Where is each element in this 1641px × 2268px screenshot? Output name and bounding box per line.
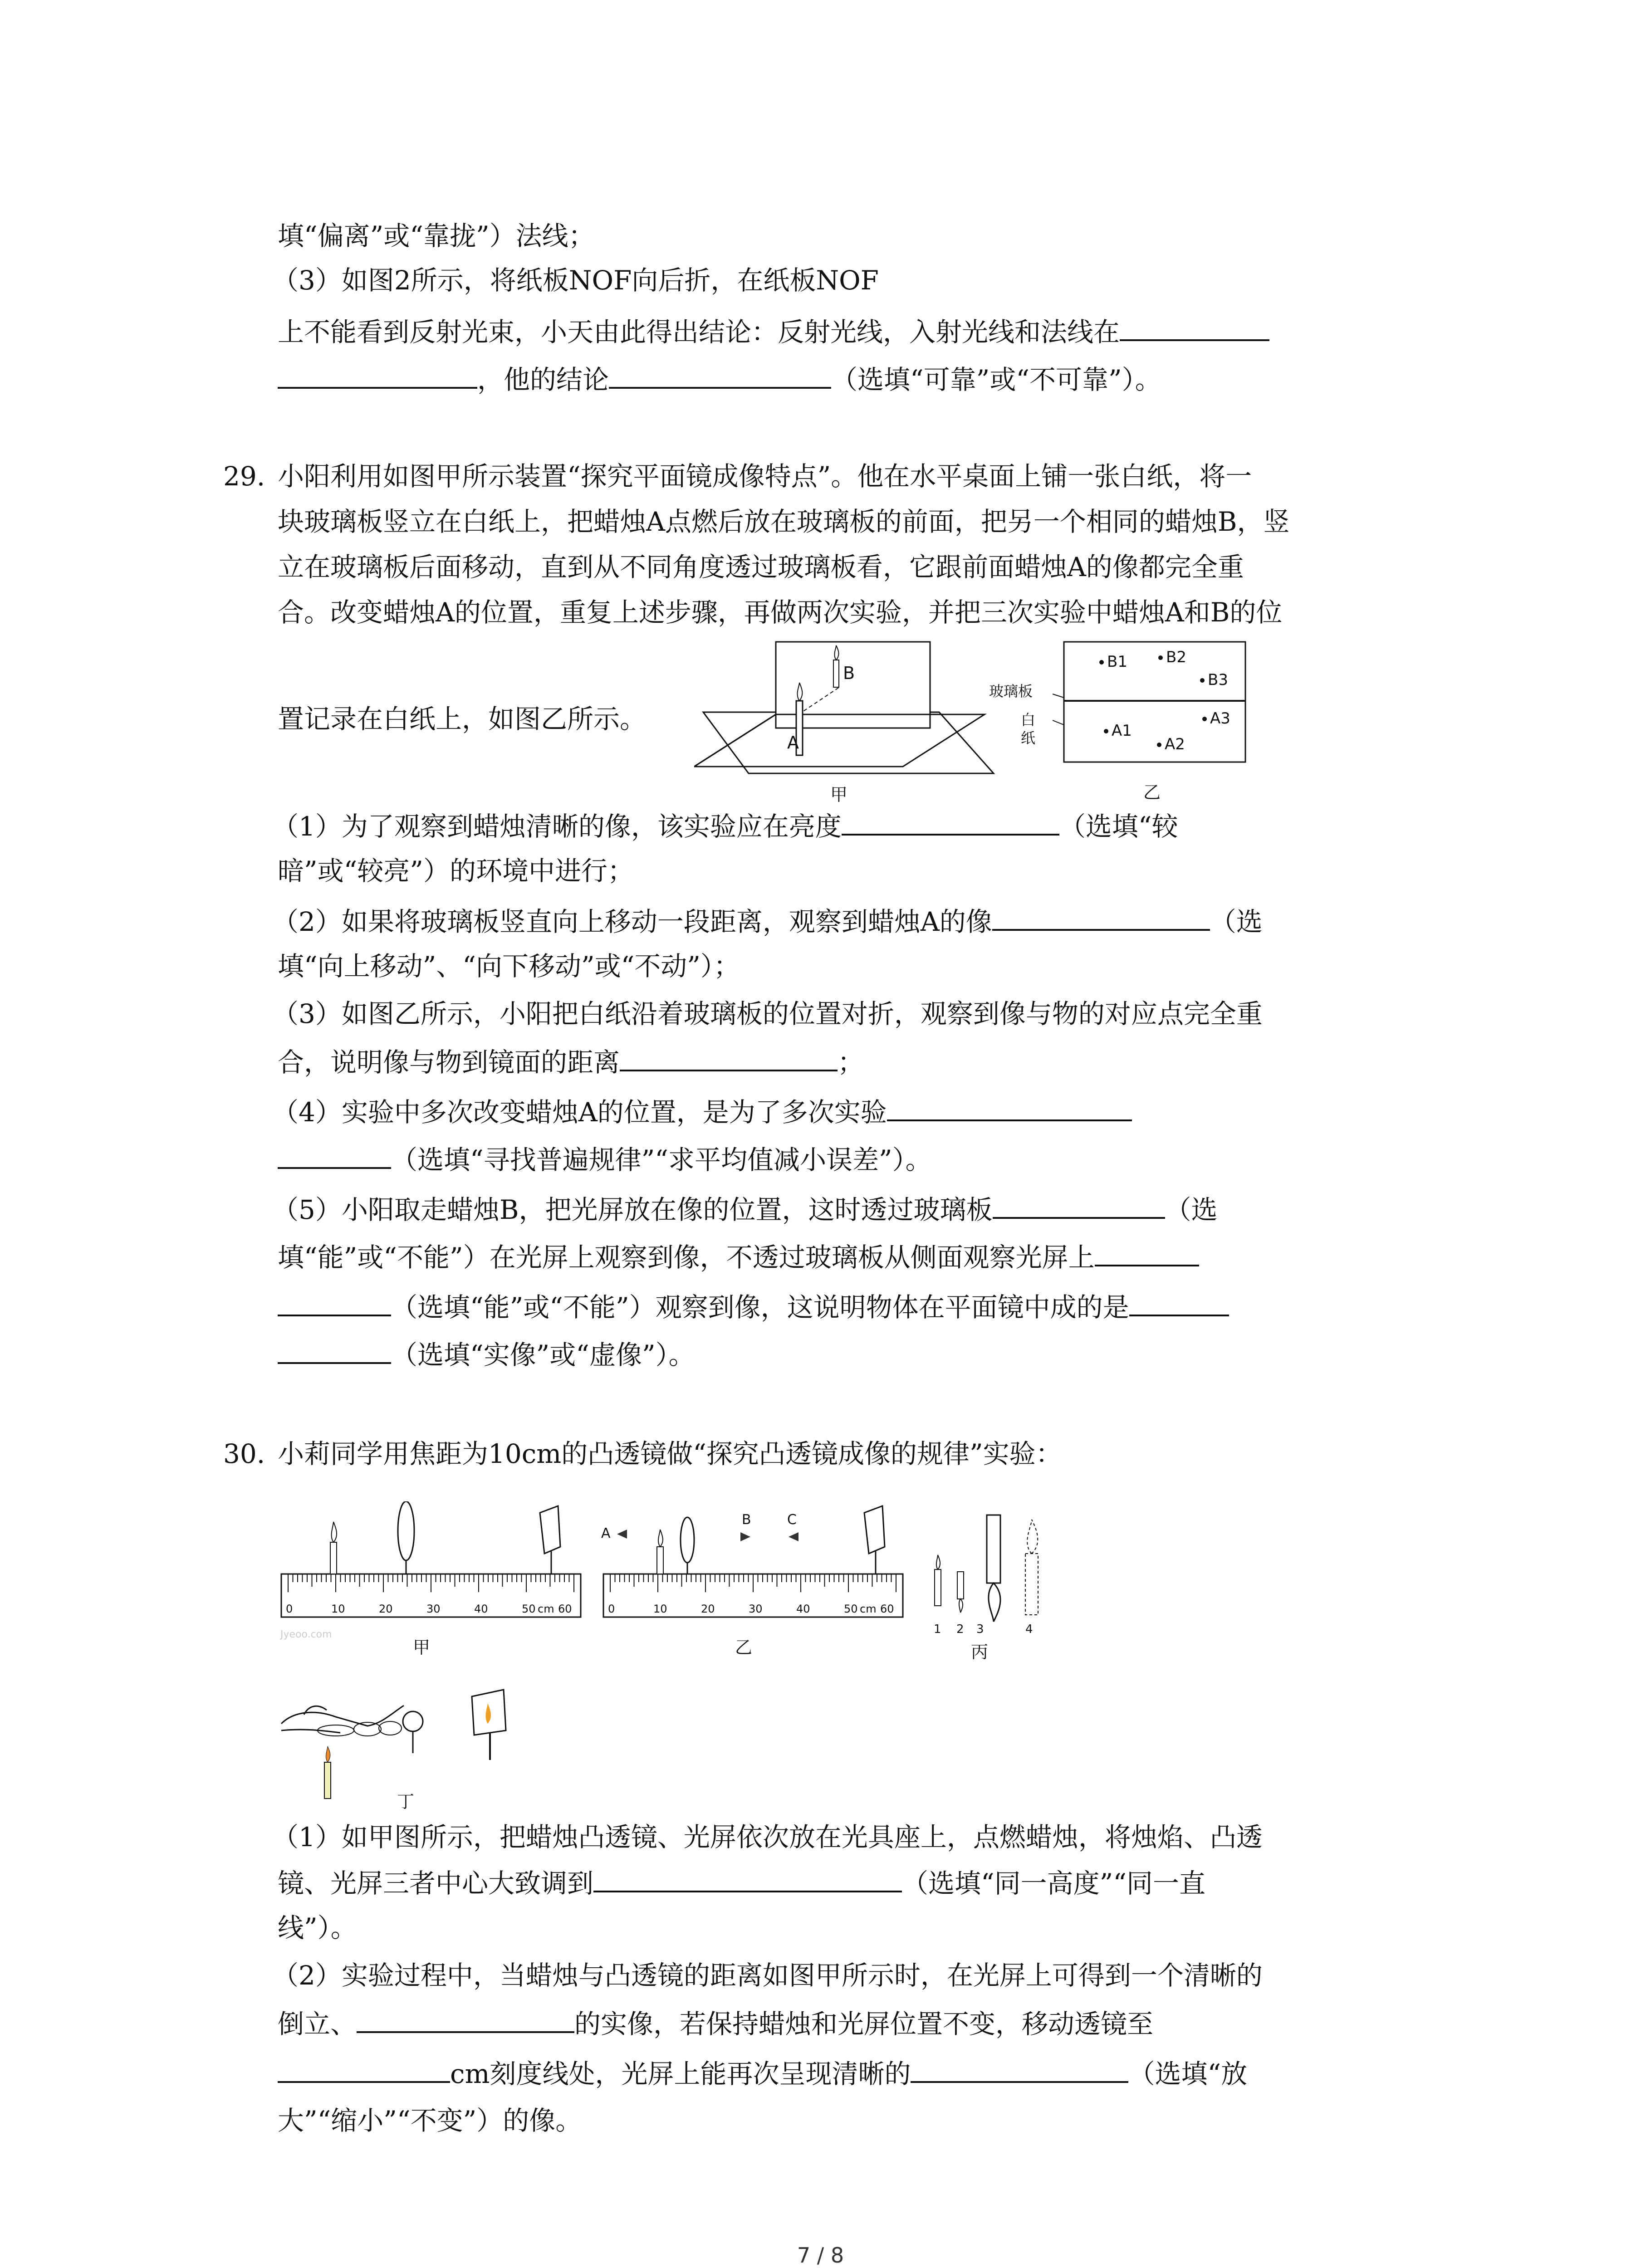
eye-icon (617, 1530, 627, 1539)
q30-part: （2）实验过程中，当蜡烛与凸透镜的距离如图甲所示时，在光屏上可得到一个清晰的 (272, 1960, 1263, 1991)
candle-b-label: B (843, 663, 855, 683)
point-label: A3 (1210, 709, 1230, 728)
ruler-tick-label: cm (538, 1603, 554, 1615)
answer-blank[interactable] (278, 1288, 391, 1316)
answer-blank[interactable] (842, 807, 1059, 836)
q29-part: （1）为了观察到蜡烛清晰的像，该实验应在亮度 （选填“较 (272, 807, 1178, 845)
answer-blank[interactable] (1120, 313, 1269, 341)
ruler-tick-label: cm (860, 1603, 877, 1615)
q30-part: 镜、光屏三者中心大致调到 （选填“同一高度”“同一直 (278, 1864, 1205, 1901)
q29-part: 合，说明像与物到镜面的距离 ； (278, 1043, 864, 1080)
eye-label: C (787, 1512, 797, 1528)
q28-line: 填“偏离”或“靠拢”）法线； (278, 220, 595, 251)
q30-part: 线”）。 (278, 1912, 357, 1943)
figure-caption: 乙 (735, 1637, 753, 1657)
answer-blank[interactable] (911, 2055, 1128, 2083)
answer-blank[interactable] (620, 1043, 838, 1071)
point-label: B2 (1166, 648, 1186, 666)
ruler-tick-label: 20 (701, 1603, 715, 1615)
option-label: 3 (976, 1623, 984, 1636)
q30-part: cm刻度线处，光屏上能再次呈现清晰的 （选填“放 (278, 2055, 1247, 2092)
q28-line: 上不能看到反射光束，小天由此得出结论：反射光线，入射光线和法线在 (278, 313, 1269, 350)
ruler-tick-label: 50 (522, 1603, 536, 1615)
eye-icon (740, 1532, 750, 1541)
ruler-tick-label: 20 (379, 1603, 393, 1615)
point-label: A1 (1112, 722, 1132, 740)
image-options-figure (926, 1501, 1062, 1669)
answer-blank[interactable] (1129, 1288, 1229, 1316)
q29-part: 填“向上移动”、“向下移动”或“不动”）； (278, 951, 740, 982)
q30-part: （1）如甲图所示，把蜡烛凸透镜、光屏依次放在光具座上，点燃蜡烛，将烛焰、凸透 (272, 1822, 1263, 1853)
page-number: 7 / 8 (797, 2243, 844, 2268)
plane-mirror-figure (694, 637, 1003, 805)
ruler-tick-label: 60 (880, 1603, 894, 1615)
q29-intro: 立在玻璃板后面移动，直到从不同角度透过玻璃板看，它跟前面蜡烛A的像都完全重 (278, 552, 1244, 582)
answer-blank[interactable] (609, 361, 831, 389)
eye-label: A (601, 1525, 611, 1541)
glass-label: 玻璃板 (989, 683, 1033, 700)
handheld-lens-figure (277, 1678, 531, 1814)
q29-part: （选填“寻找普遍规律”“求平均值减小误差”）。 (278, 1141, 932, 1178)
figure-caption: 乙 (1143, 782, 1161, 802)
answer-blank[interactable] (992, 903, 1210, 931)
ruler-tick-label: 0 (286, 1603, 293, 1615)
paper-label: 纸 (1021, 729, 1036, 747)
eye-label: B (742, 1512, 751, 1528)
ruler-tick-label: 30 (749, 1603, 763, 1615)
ruler-tick-label: 10 (653, 1603, 667, 1615)
answer-blank[interactable] (278, 1336, 391, 1364)
optical-bench-figure-yi (599, 1501, 907, 1669)
q28-line: ，他的结论 （选填“可靠”或“不可靠”）。 (278, 361, 1161, 398)
q29-part: （3）如图乙所示，小阳把白纸沿着玻璃板的位置对折，观察到像与物的对应点完全重 (272, 998, 1263, 1029)
option-label: 2 (956, 1623, 964, 1636)
ruler-tick-label: 40 (796, 1603, 810, 1615)
point-label: B3 (1208, 671, 1228, 689)
ruler-tick-label: 10 (331, 1603, 345, 1615)
ruler-tick-label: 50 (844, 1603, 858, 1615)
question-number: 30. (223, 1438, 265, 1469)
paper-label: 白 (1021, 711, 1036, 728)
answer-blank[interactable] (278, 2055, 450, 2083)
q29-part: （选填“能”或“不能”）观察到像，这说明物体在平面镜中成的是 (278, 1288, 1229, 1325)
ruler-tick-label: 30 (426, 1603, 441, 1615)
ruler-tick-label: 0 (608, 1603, 615, 1615)
answer-blank[interactable] (993, 1191, 1165, 1219)
answer-blank[interactable] (278, 361, 477, 389)
figure-caption: 甲 (830, 785, 848, 805)
q29-part: （2）如果将玻璃板竖直向上移动一段距离，观察到蜡烛A的像 （选 (272, 903, 1263, 940)
q29-part: （选填“实像”或“虚像”）。 (278, 1336, 695, 1373)
figure-caption: 丙 (971, 1642, 989, 1662)
eye-icon (789, 1532, 798, 1541)
answer-blank[interactable] (278, 1141, 391, 1169)
optical-bench-figure-jia (277, 1501, 585, 1669)
answer-blank[interactable] (887, 1093, 1132, 1121)
ruler-tick-label: 60 (558, 1603, 572, 1615)
figure-caption: 丁 (397, 1792, 415, 1812)
q28-line: （3）如图2所示，将纸板NOF向后折，在纸板NOF (272, 265, 879, 296)
q29-part: （5）小阳取走蜡烛B，把光屏放在像的位置，这时透过玻璃板 （选 (272, 1191, 1218, 1228)
paper-points-figure (985, 640, 1248, 803)
option-label: 1 (934, 1623, 941, 1636)
figure-caption: 甲 (413, 1637, 431, 1657)
q29-part: 填“能”或“不能”）在光屏上观察到像，不透过玻璃板从侧面观察光屏上 (278, 1238, 1199, 1276)
q30-part: 倒立、 的实像，若保持蜡烛和光屏位置不变，移动透镜至 (278, 2005, 1153, 2042)
ruler-tick-label: 40 (474, 1603, 488, 1615)
q30-part: 大”“缩小”“不变”）的像。 (278, 2105, 582, 2136)
question-number: 29. (223, 461, 265, 492)
option-label: 4 (1025, 1623, 1033, 1636)
watermark: Jyeoo.com (280, 1629, 332, 1640)
q29-intro: 置记录在白纸上，如图乙所示。 (278, 704, 647, 734)
q29-part: （4）实验中多次改变蜡烛A的位置，是为了多次实验 (272, 1093, 1132, 1130)
q30-intro: 小莉同学用焦距为10cm的凸透镜做“探究凸透镜成像的规律”实验： (278, 1438, 1062, 1469)
candle-a-label: A (787, 733, 799, 753)
q29-part: 暗”或“较亮”）的环境中进行； (278, 855, 634, 886)
answer-blank[interactable] (1095, 1238, 1199, 1266)
q29-intro: 小阳利用如图甲所示装置“探究平面镜成像特点”。他在水平桌面上铺一张白纸，将一 (278, 461, 1252, 492)
answer-blank[interactable] (593, 1864, 902, 1892)
point-label: B1 (1107, 653, 1127, 671)
q29-intro: 合。改变蜡烛A的位置，重复上述步骤，再做两次实验，并把三次实验中蜡烛A和B的位 (278, 597, 1283, 628)
point-label: A2 (1165, 735, 1185, 753)
q29-intro: 块玻璃板竖立在白纸上，把蜡烛A点燃后放在玻璃板的前面，把另一个相同的蜡烛B，竖 (278, 506, 1290, 537)
answer-blank[interactable] (357, 2005, 574, 2033)
